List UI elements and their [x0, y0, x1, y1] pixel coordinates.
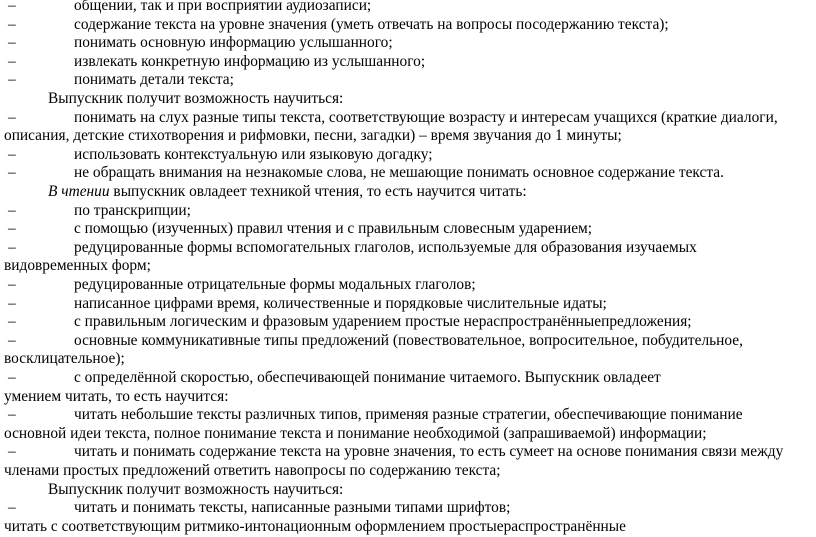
bullet-dash: –	[8, 443, 16, 461]
bullet-dash: –	[8, 499, 16, 517]
list-item-text: общении, так и при восприятии аудиозаписи;	[74, 0, 372, 14]
italic-term: В чтении	[48, 183, 110, 200]
list-item-text: написанное цифрами время, количественные и порядковые числительные идаты;	[74, 294, 607, 312]
list-item-continuation: членами простых предложений ответить навопросы по содержанию текста;	[4, 462, 501, 479]
bullet-dash: –	[8, 15, 16, 33]
list-item-continuation: восклицательное);	[4, 350, 125, 368]
list-item-text: читать и понимать содержание текста на уровне значения, то есть сумеет на основе понимания связи между	[74, 443, 784, 461]
paragraph-text: выпускник овладеет техникой чтения, то есть научится читать:	[109, 183, 527, 200]
paragraph	[48, 182, 527, 202]
list-item-text: не обращать внимания на незнакомые слова, не мешающие понимать основное содержание текста.	[74, 164, 724, 182]
list-item-continuation: умением читать, то есть научится:	[4, 387, 229, 405]
list-item-text: извлекать конкретную информацию из услышанного;	[74, 52, 426, 70]
bullet-dash: –	[8, 71, 16, 89]
list-item-text: понимать детали текста;	[74, 71, 234, 89]
bullet-dash: –	[8, 238, 16, 256]
bullet-dash: –	[8, 34, 16, 52]
list-item-text: содержание текста на уровне значения (уметь отвечать на вопросы посодержанию текста);	[74, 15, 669, 33]
bullet-dash: –	[8, 406, 16, 424]
paragraph: Выпускник получит возможность научиться:	[48, 480, 344, 498]
bullet-dash: –	[8, 145, 16, 163]
list-item-text: основные коммуникативные типы предложений (повествовательное, вопросительное, побудительное,	[74, 331, 743, 349]
bullet-dash: –	[8, 331, 16, 349]
list-item-text: с правильным логическим и фразовым ударением простые нераспространённыепредложения;	[74, 313, 692, 331]
list-item-text: редуцированные формы вспомогательных глаголов, используемые для образования изучаемых	[74, 238, 697, 256]
bullet-dash: –	[8, 108, 16, 126]
paragraph: Выпускник получит возможность научиться:	[48, 90, 344, 107]
list-item-text: с помощью (изученных) правил чтения и с правильным словесным ударением;	[74, 220, 593, 238]
list-item-continuation: видовременных форм;	[4, 257, 151, 275]
list-item-text: читать и понимать тексты, написанные разными типами шрифтов;	[74, 499, 511, 517]
bullet-dash: –	[8, 276, 16, 293]
list-item-text: читать небольшие тексты различных типов, применяя разные стратегии, обеспечивающие понимание	[74, 406, 743, 424]
list-item-continuation: читать с соответствующим ритмико-интонационным оформлением простыераспространённые	[4, 517, 626, 535]
list-item-text: понимать основную информацию услышанного;	[74, 34, 393, 52]
list-item-continuation: описания, детские стихотворения и рифмовки, песни, загадки) – время звучания до 1 минуты;	[4, 127, 622, 145]
bullet-dash: –	[8, 313, 16, 331]
list-item-text: использовать контекстуальную или языковую догадку;	[74, 145, 433, 163]
list-item-continuation: основной идеи текста, полное понимание текста и понимание необходимой (запрашиваемой) информации;	[4, 424, 707, 442]
bullet-dash: –	[8, 201, 16, 219]
bullet-dash: –	[8, 0, 16, 14]
list-item-text: редуцированные отрицательные формы модальных глаголов;	[74, 276, 476, 293]
bullet-dash: –	[8, 369, 16, 386]
bullet-dash: –	[8, 294, 16, 312]
list-item-text: по транскрипции;	[74, 201, 191, 219]
list-item-text: понимать на слух разные типы текста, соответствующие возрасту и интересам учащихся (краткие диалоги,	[74, 108, 778, 126]
bullet-dash: –	[8, 52, 16, 70]
bullet-dash: –	[8, 164, 16, 182]
bullet-dash: –	[8, 220, 16, 238]
list-item-text: с определённой скоростью, обеспечивающей понимание читаемого. Выпускник овладеет	[74, 369, 661, 386]
